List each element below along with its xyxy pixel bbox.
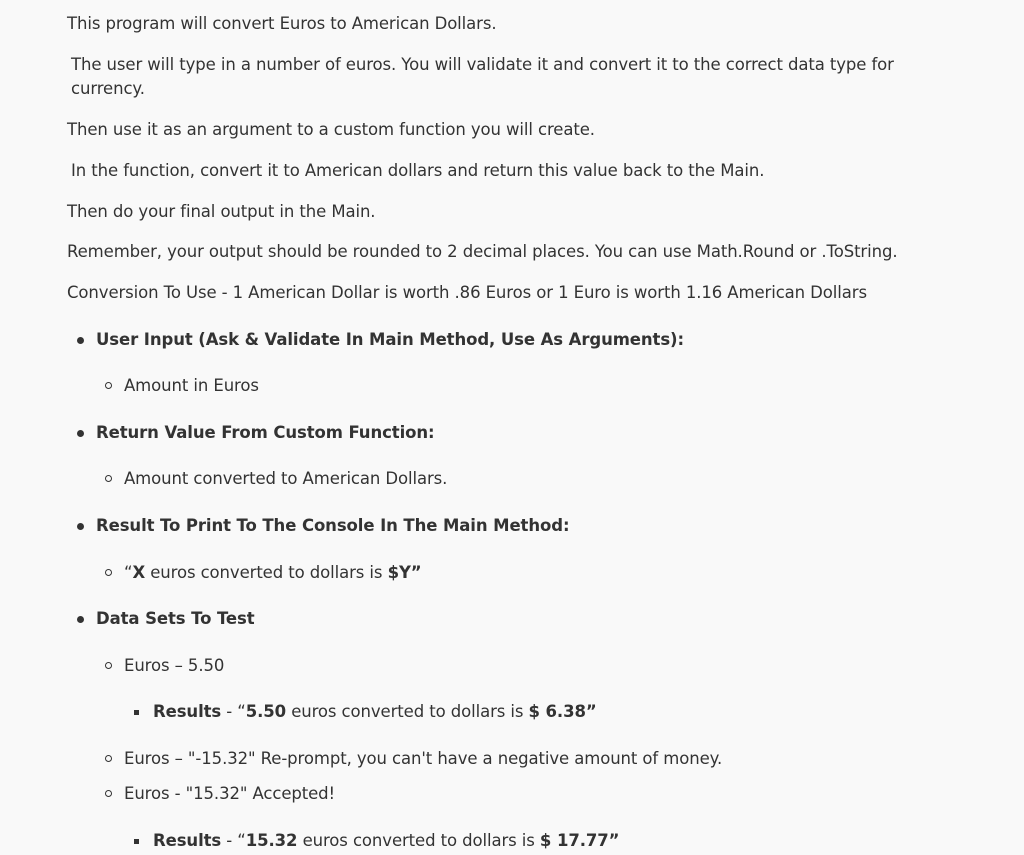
test-case-2-result [153, 829, 619, 853]
intro-paragraph-3: Then use it as an argument to a custom function you will create. [67, 120, 595, 139]
results-separator: - “ [221, 831, 246, 850]
intro-paragraph-6: Remember, your output should be rounded to 2 decimal places. You can use Math.Round or .ToString. [67, 242, 898, 261]
test-case-2-accepted-label: Euros - "15.32" Accepted! [124, 782, 335, 806]
results-euros-value: 15.32 [245, 831, 298, 850]
results-middle-text: euros converted to dollars is [286, 702, 529, 721]
result-heading: Result To Print To The Console In The Main Method: [96, 514, 569, 538]
data-sets-heading: Data Sets To Test [96, 607, 255, 631]
conversion-rate-paragraph: Conversion To Use - 1 American Dollar is worth .86 Euros or 1 Euro is worth 1.16 American Dollars [67, 283, 867, 302]
intro-paragraph-2: The user will type in a number of euros. You will validate it and convert it to the correct data type for currency. [71, 55, 894, 98]
test-case-1-label: Euros – 5.50 [124, 654, 224, 678]
results-dollars-value: $ 17.77” [539, 831, 620, 850]
result-x-placeholder: X [132, 563, 146, 582]
test-case-1-result [153, 700, 597, 724]
results-separator: - “ [221, 702, 246, 721]
user-input-heading: User Input (Ask & Validate In Main Method, Use As Arguments): [96, 328, 684, 352]
result-format-item [124, 561, 422, 585]
intro-paragraph-5: Then do your final output in the Main. [67, 202, 376, 221]
result-middle-text: euros converted to dollars is [145, 563, 388, 582]
intro-paragraph-4: In the function, convert it to American dollars and return this value back to the Main. [71, 161, 765, 180]
return-value-item: Amount converted to American Dollars. [124, 467, 447, 491]
intro-paragraph-1: This program will convert Euros to American Dollars. [67, 14, 497, 33]
results-label: Results [153, 702, 222, 721]
result-open-quote: “ [124, 563, 133, 582]
results-dollars-value: $ 6.38” [528, 702, 597, 721]
test-case-2-label: Euros – "-15.32" Re-prompt, you can't have a negative amount of money. [124, 747, 722, 771]
return-value-heading: Return Value From Custom Function: [96, 421, 435, 445]
results-euros-value: 5.50 [245, 702, 287, 721]
user-input-item: Amount in Euros [124, 374, 259, 398]
results-middle-text: euros converted to dollars is [297, 831, 540, 850]
result-y-placeholder: $Y” [387, 563, 422, 582]
results-label: Results [153, 831, 222, 850]
